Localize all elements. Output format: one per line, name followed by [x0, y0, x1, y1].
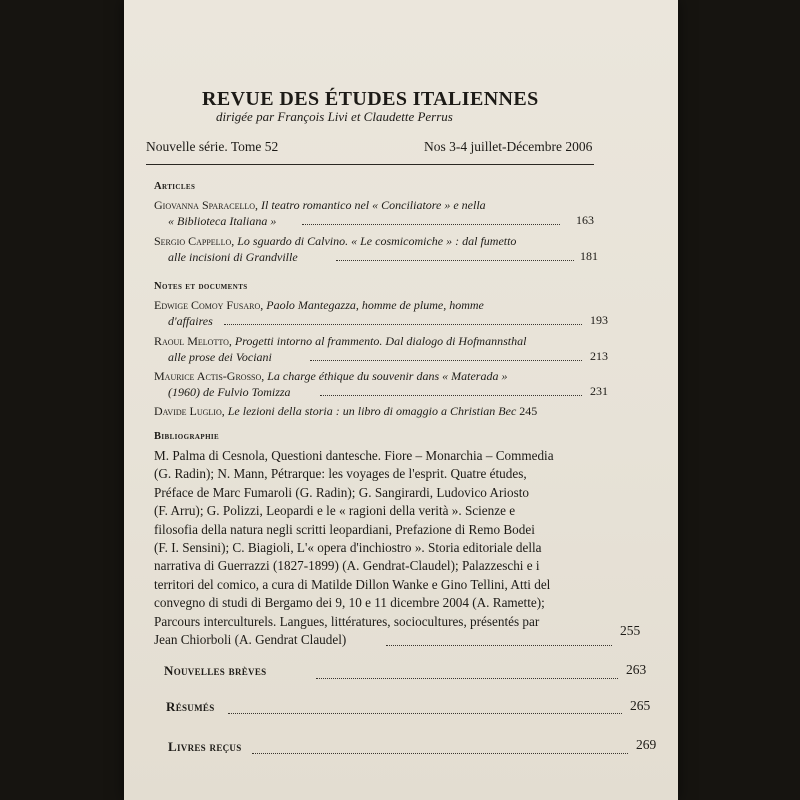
- page-number: 213: [590, 349, 608, 363]
- section-heading-bibliographie: Bibliographie: [154, 431, 220, 442]
- page-number: 255: [620, 623, 641, 638]
- toc-entry-line: [168, 349, 272, 365]
- dot-leader: [310, 360, 582, 361]
- entry-title: Il teatro romantico nel « Conciliatore » e nella: [261, 198, 486, 212]
- toc-entry-line: Giovanna Sparacello, Il teatro romantico nel « Conciliatore » e nella: [154, 198, 486, 212]
- section-livres-recus: Livres reçus: [168, 739, 242, 754]
- toc-entry-line: Maurice Actis-Grosso, La charge éthique du souvenir dans « Materada »: [154, 369, 508, 383]
- section-heading-articles: Articles: [154, 181, 196, 192]
- entry-title-cont: « Biblioteca Italiana »: [168, 214, 277, 228]
- page-number: 263: [626, 662, 647, 677]
- dot-leader: [228, 713, 622, 714]
- section-nouvelles-breves: Nouvelles brèves: [164, 663, 267, 678]
- bibliography-line: filosofia della natura negli scritti leopardiani, Prefazione di Remo Bodei: [154, 521, 535, 537]
- entry-author: Edwige Comoy Fusaro: [154, 298, 261, 312]
- entry-title-cont: alle prose dei Vociani: [168, 350, 272, 364]
- bibliography-line: (F. Arru); G. Polizzi, Leopardi e le « ragioni della verità ». Scienze e: [154, 503, 516, 519]
- toc-entry-line: Raoul Melotto, Progetti intorno al frammento. Dal dialogo di Hofmannsthal: [154, 334, 527, 348]
- bibliography-line: Préface de Marc Fumaroli (G. Radin); G. Sangirardi, Ludovico Ariosto: [154, 484, 530, 500]
- toc-entry-line: Edwige Comoy Fusaro, Paolo Mantegazza, homme de plume, homme: [154, 298, 484, 312]
- bibliography-line: M. Palma di Cesnola, Questioni dantesche. Fiore – Monarchia – Commedia: [154, 448, 554, 463]
- entry-title-cont: d'affaires: [168, 314, 213, 328]
- page-number: 265: [630, 698, 651, 713]
- bibliography-line: narrativa di Guerrazzi (1827-1899) (A. Gendrat-Claudel); Palazzeschi e i: [154, 558, 540, 574]
- dot-leader: [302, 224, 560, 225]
- bibliography-line: territori del comico, a cura di Matilde Dillon Wanke e Gino Tellini, Atti del: [154, 576, 551, 592]
- page-number: 181: [580, 249, 598, 263]
- toc-entry-line: Sergio Cappello, Lo sguardo di Calvino. « Le cosmicomiche » : dal fumetto: [154, 234, 517, 248]
- bibliography-line: Jean Chiorboli (A. Gendrat Claudel): [154, 632, 347, 648]
- entry-author: Raoul Melotto: [154, 334, 229, 348]
- section-heading-notes: Notes et documents: [154, 281, 248, 292]
- toc-entry-line: [168, 313, 213, 329]
- header-rule: [146, 164, 594, 165]
- bibliography-line: Parcours interculturels. Langues, littératures, sociocultures, présentés par: [154, 613, 540, 629]
- entry-title: Lo sguardo di Calvino. « Le cosmicomiche » : dal fumetto: [237, 234, 517, 248]
- journal-editors: dirigée par François Livi et Claudette Perrus: [216, 109, 453, 124]
- toc-entry-line: Davide Luglio, Le lezioni della storia : un libro di omaggio a Christian Bec 245: [154, 404, 538, 418]
- page-number: 231: [590, 384, 608, 398]
- entry-title: Le lezioni della storia : un libro di omaggio a Christian Bec: [227, 404, 517, 418]
- entry-title: La charge éthique du souvenir dans « Materada »: [267, 369, 508, 383]
- entry-title: Progetti intorno al frammento. Dal dialogo di Hofmannsthal: [234, 334, 527, 348]
- dot-leader: [386, 645, 612, 646]
- bibliography-line: convegno di studi di Bergamo dei 9, 10 e 11 dicembre 2004 (A. Ramette);: [154, 595, 545, 611]
- section-resumes: Résumés: [166, 699, 215, 714]
- bibliography-line: (G. Radin); N. Mann, Pétrarque: les voyages de l'esprit. Quatre études,: [154, 466, 527, 482]
- dot-leader: [336, 260, 574, 261]
- bibliography-block: [154, 447, 654, 649]
- issue-number: Nos 3-4 juillet-Décembre 2006: [424, 139, 593, 154]
- entry-author: Giovanna Sparacello: [154, 198, 256, 212]
- journal-title: REVUE DES ÉTUDES ITALIENNES: [202, 88, 539, 110]
- page-number: 245: [519, 404, 538, 418]
- entry-author: Sergio Cappello: [154, 234, 232, 248]
- toc-entry-line: [168, 213, 276, 229]
- entry-title-cont: alle incisioni di Grandville: [168, 250, 298, 264]
- bibliography-line: (F. I. Sensini); C. Biagioli, L'« opera d'inchiostro ». Storia editoriale della: [154, 540, 542, 556]
- dot-leader: [252, 753, 628, 754]
- toc-entry-line: [168, 384, 291, 400]
- dot-leader: [320, 395, 582, 396]
- dot-leader: [224, 324, 582, 325]
- book-page: [124, 0, 678, 800]
- entry-title: Paolo Mantegazza, homme de plume, homme: [266, 298, 484, 312]
- entry-author: Davide Luglio: [154, 404, 222, 418]
- toc-entry-line: [168, 249, 298, 265]
- dot-leader: [316, 678, 618, 679]
- page-number: 193: [590, 313, 608, 327]
- page-number: 163: [576, 213, 594, 227]
- series-volume: Nouvelle série. Tome 52: [146, 139, 279, 154]
- entry-author: Maurice Actis-Grosso: [154, 369, 262, 383]
- entry-title-cont: (1960) de Fulvio Tomizza: [168, 385, 291, 399]
- page-number: 269: [636, 737, 657, 752]
